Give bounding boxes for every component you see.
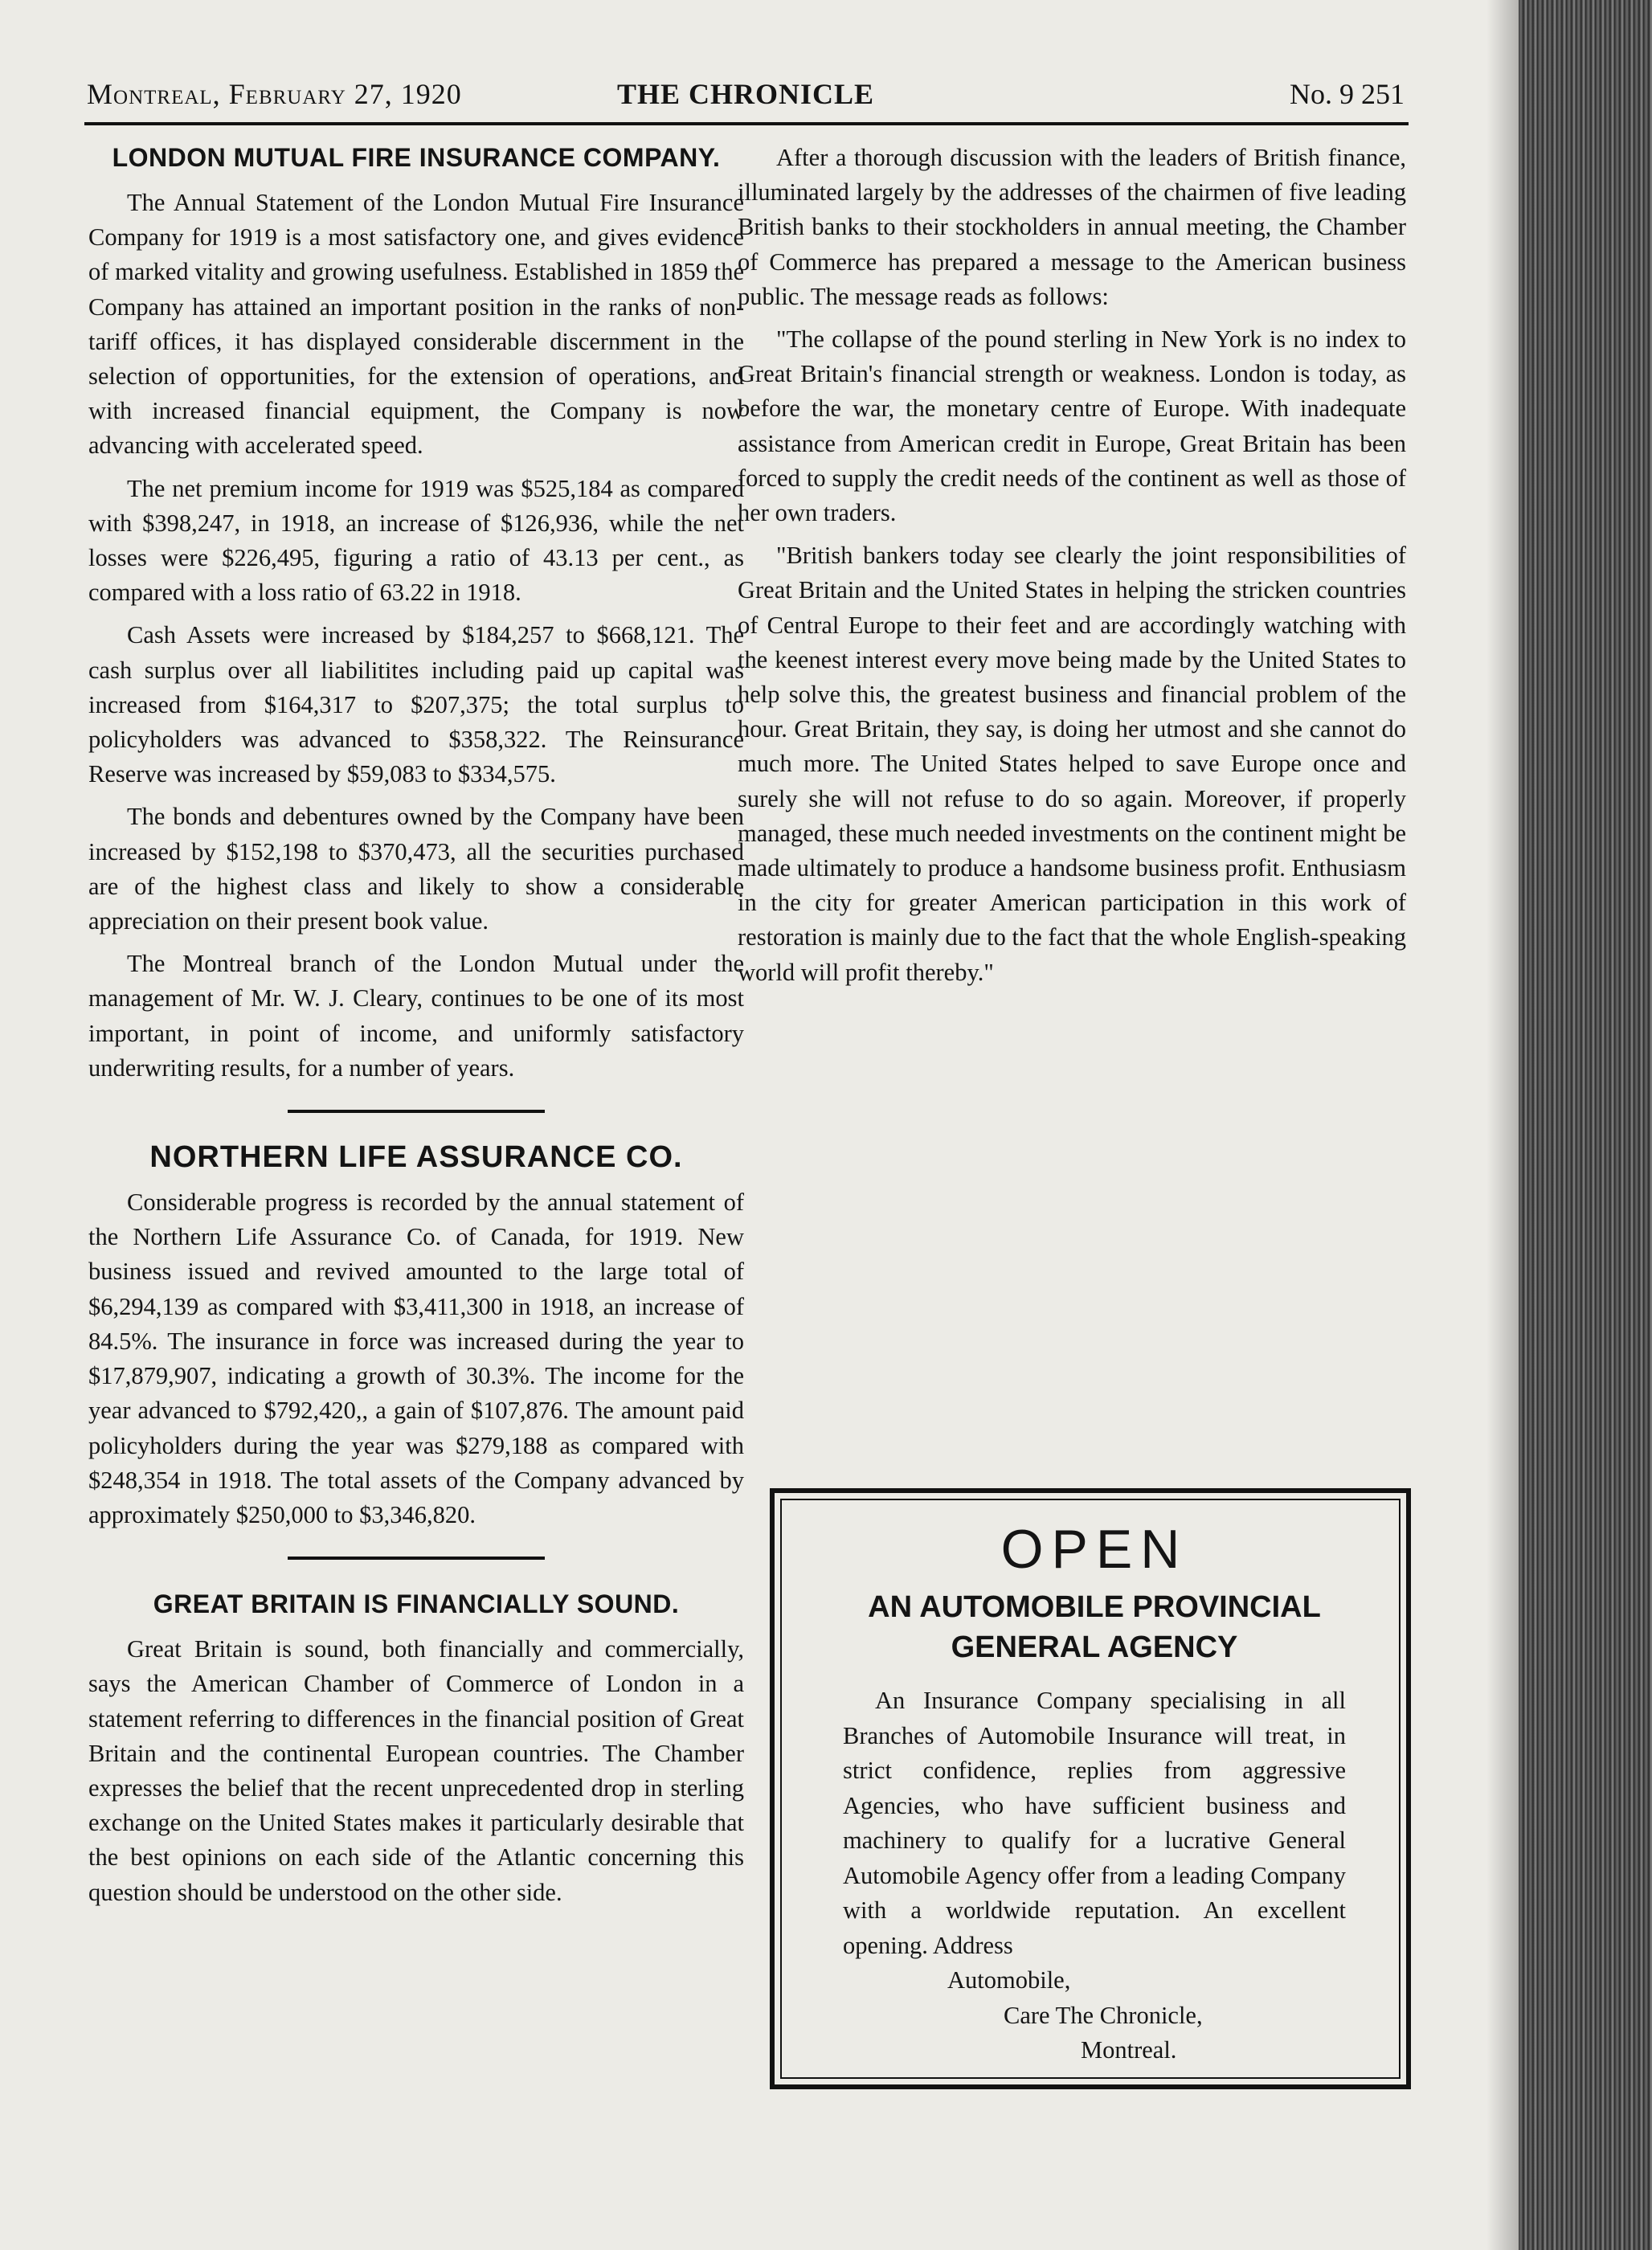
- dateline: Montreal, February 27, 1920: [87, 78, 462, 110]
- article-northern-life: [88, 1140, 744, 1532]
- header-rule: [84, 122, 1409, 125]
- article-paragraph: The Annual Statement of the London Mutual Fire Insurance Company for 1919 is a most satisfactory one, and gives evidence of marked vitality and growing usefulness. Established in 1859 the Company has attained an important position in the ranks of non-tariff offices, it has displayed considerable discernment in the selection of opportunities, for the extension of operations, and with increased financial equipment, the Company is now advancing with accelerated speed.: [88, 189, 744, 460]
- running-head: [87, 77, 1405, 117]
- article-heading: LONDON MUTUAL FIRE INSURANCE COMPANY.: [112, 143, 721, 172]
- publication-title: THE CHRONICLE: [616, 78, 875, 110]
- article-london-mutual: [88, 141, 744, 1086]
- article-heading: GREAT BRITAIN IS FINANCIALLY SOUND.: [153, 1589, 680, 1619]
- article-heading: NORTHERN LIFE ASSURANCE CO.: [149, 1140, 683, 1175]
- article-paragraph: Great Britain is sound, both financially and commercially, says the American Chamber of Commerce of London in a statement referring to differences in the financial position of Great Britain and the continental European countries. The Chamber expresses the belief that the recent unprecedented drop in sterling exchange on the United States makes it particularly desirable that the best opinions on each side of the Atlantic concerning this question should be understood on the other side.: [88, 1635, 744, 1906]
- advertisement-subtitle-line: GENERAL AGENCY: [951, 1630, 1238, 1664]
- article-paragraph: "British bankers today see clearly the joint responsibilities of Great Britain and the United States in helping the stricken countries of Central Europe to their feet and are accordingly watching with the keenest interest every move being made by the United States to help solve this, the greatest business and financial problem of the hour. Great Britain, they say, is doing her utmost and she cannot do much more. The United States helped to save Europe once and surely she will not refuse to do so again. Moreover, if properly managed, these much needed investments on the continent might be made ultimately to produce a handsome business profit. Enthusiasm in the city for greater American participation in this work of restoration is mainly due to the fact that the whole English-speaking world will profit thereby.": [738, 542, 1406, 986]
- section-divider: [288, 1557, 545, 1560]
- advertisement-title: OPEN: [1000, 1519, 1188, 1580]
- article-paragraph: Cash Assets were increased by $184,257 to $668,121. The cash surplus over all liabilitites including paid up capital was increased from $164,317 to $207,375; the total surplus to policyholders was advanced to $358,322. The Reinsurance Reserve was increased by $59,083 to $334,575.: [88, 621, 744, 788]
- advertisement-subtitle-line: AN AUTOMOBILE PROVINCIAL: [868, 1590, 1321, 1624]
- right-column: [738, 141, 1406, 998]
- article-paragraph: The bonds and debentures owned by the Company have been increased by $152,198 to $370,473, all the securities purchased are of the highest class and likely to show a considerable appreciation on their present book value.: [88, 803, 744, 935]
- article-paragraph: Considerable progress is recorded by the annual statement of the Northern Life Assurance Co. of Canada, for 1919. New business issued and revived amounted to the large total of $6,294,139 as compared with $3,411,300 in 1918, an increase of 84.5%. The insurance in force was increased during the year to $17,879,907, indicating a growth of 30.3%. The income for the year advanced to $792,420,, a gain of $107,876. The amount paid policyholders during the year was $279,188 as compared with $248,354 in 1918. The total assets of the Company advanced by approximately $250,000 to $3,346,820.: [88, 1188, 744, 1528]
- article-paragraph: The net premium income for 1919 was $525,184 as compared with $398,247, in 1918, an increase of $126,936, while the net losses were $226,495, figuring a ratio of 43.13 per cent., as compared with a loss ratio of 63.22 in 1918.: [88, 474, 744, 607]
- issue-page-number: No. 9 251: [1290, 78, 1405, 110]
- left-column: [88, 141, 744, 1918]
- advertisement-box: [770, 1488, 1411, 2089]
- article-paragraph: The Montreal branch of the London Mutual under the management of Mr. W. J. Cleary, continues to be one of its most important, in point of income, and uniformly satisfactory underwriting results, for a number of years.: [88, 950, 744, 1082]
- article-great-britain: [88, 1587, 744, 1910]
- advertisement-address-line: Care The Chronicle,: [1004, 2001, 1203, 2029]
- advertisement-address-line: Montreal.: [1081, 2036, 1177, 2064]
- advertisement-subtitle: [843, 1587, 1346, 1667]
- section-divider: [288, 1110, 545, 1113]
- advertisement-inner-border: [780, 1499, 1401, 2079]
- advertisement-body: An Insurance Company specialising in all Branches of Automobile Insurance will treat, in strict confidence, replies from aggressive Agencies, who have sufficient business and machinery to qualify for a lucrative General Automobile Agency offer from a leading Company with a worldwide reputation. An excellent opening. Address: [843, 1687, 1346, 1959]
- article-paragraph: After a thorough discussion with the leaders of British finance, illuminated largely by the addresses of the chairmen of five leading British banks to their stockholders in annual meeting, the Chamber of Commerce has prepared a message to the American business public. The message reads as follows:: [738, 144, 1406, 310]
- article-paragraph: "The collapse of the pound sterling in New York is no index to Great Britain's financial strength or weakness. London is today, as before the war, the monetary centre of Europe. With inadequate assistance from American credit in Europe, Great Britain has been forced to supply the credit needs of the continent as well as those of her own traders.: [738, 325, 1406, 527]
- book-binding-edge: [1519, 0, 1652, 2250]
- advertisement-address-line: Automobile,: [947, 1966, 1071, 1994]
